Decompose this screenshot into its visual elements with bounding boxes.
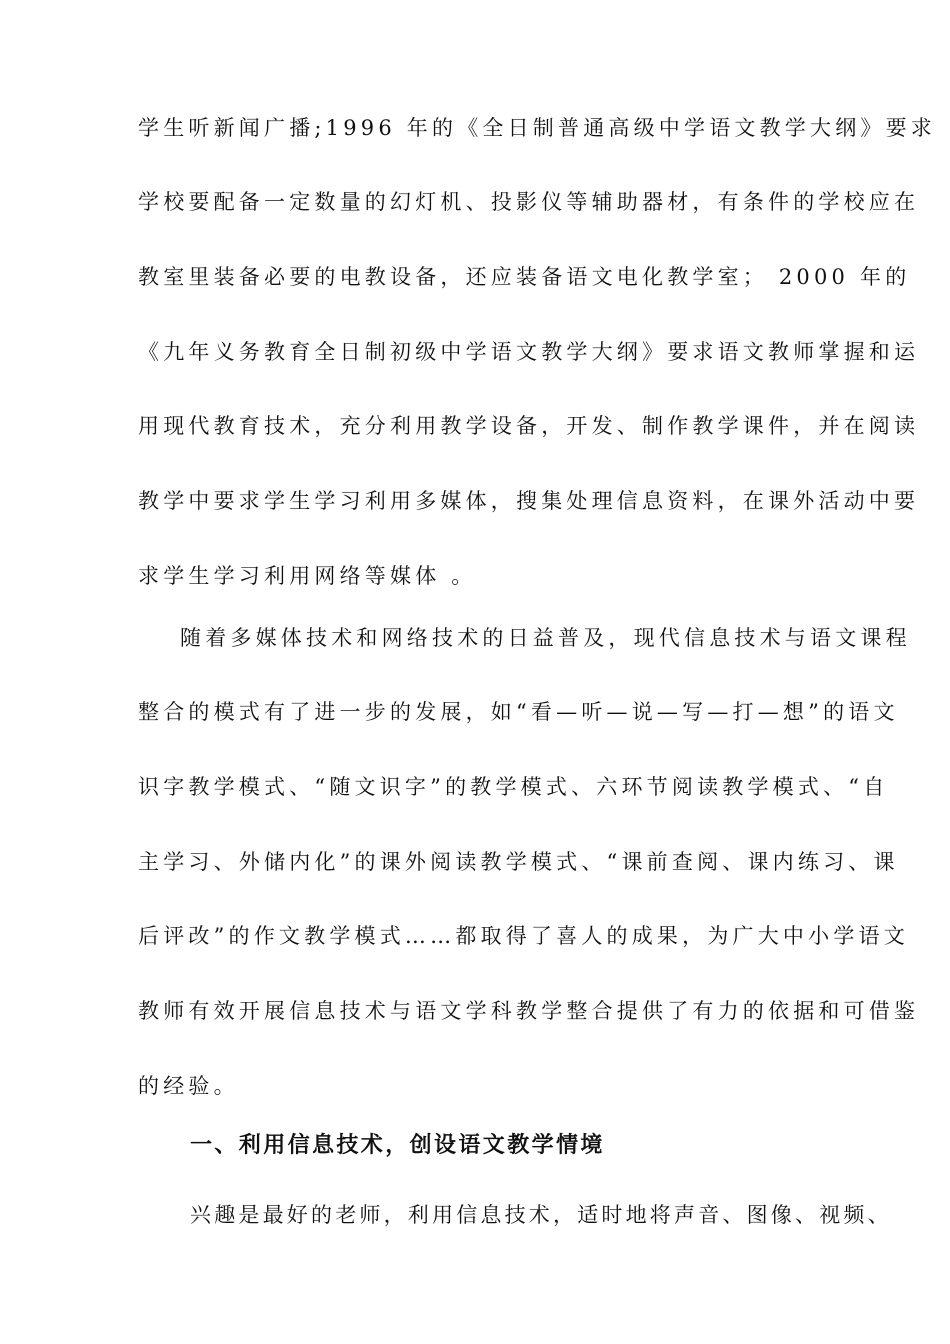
text-line: 整合的模式有了进一步的发展，如“看—听—说—写—打—想”的语文 [138,700,899,724]
text-line: 学校要配备一定数量的幻灯机、投影仪等辅助器材，有条件的学校应在 [138,190,920,214]
text-line: 后评改”的作文教学模式……都取得了喜人的成果，为广大中小学语文 [138,924,909,948]
text-line: 《九年义务教育全日制初级中学语文教学大纲》要求语文教师掌握和运 [138,340,920,364]
text-line: 识字教学模式、“随文识字”的教学模式、六环节阅读教学模式、“自 [138,775,889,799]
text-line: 教室里装备必要的电教设备，还应装备语文电化教学室； 2000 年的 [138,265,911,289]
text-line: 用现代教育技术，充分利用教学设备，开发、制作教学课件，并在阅读 [138,414,920,438]
text-line: 教学中要求学生学习利用多媒体，搜集处理信息资料，在课外活动中要 [138,489,920,513]
text-line-indented: 随着多媒体技术和网络技术的日益普及，现代信息技术与语文课程 [180,626,911,650]
text-line: 学生听新闻广播;1996 年的《全日制普通高级中学语文教学大纲》要求 [138,116,936,140]
text-line: 的经验。 [138,1074,239,1098]
text-line: 教师有效开展信息技术与语文学科教学整合提供了有力的依据和可借鉴 [138,999,920,1023]
text-line: 主学习、外储内化”的课外阅读教学模式、“课前查阅、课内练习、课 [138,850,899,874]
section-heading: 一、利用信息技术，创设语文教学情境 [190,1133,605,1158]
text-line-indented: 兴趣是最好的老师，利用信息技术，适时地将声音、图像、视频、 [190,1203,892,1227]
text-line: 求学生学习利用网络等媒体 。 [138,564,477,588]
